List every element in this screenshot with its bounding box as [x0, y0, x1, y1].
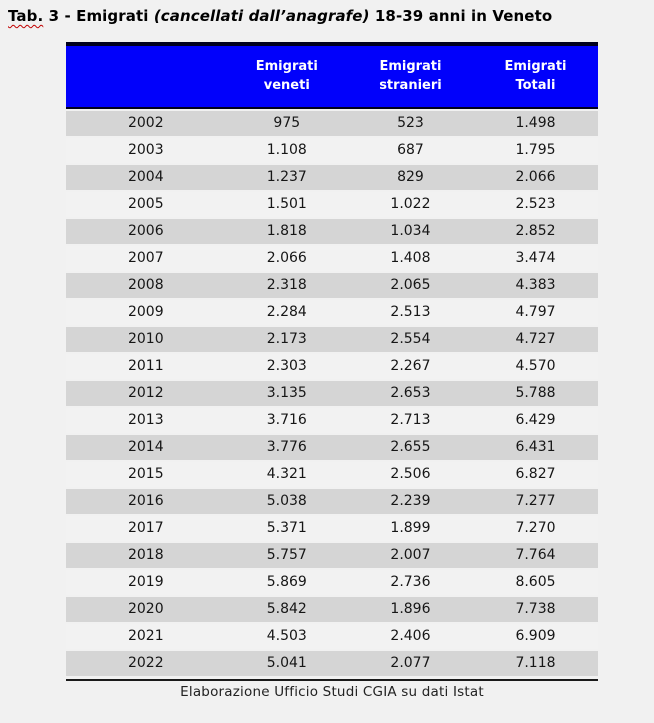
stranieri-cell: 1.896 — [348, 597, 473, 622]
totali-cell: 7.764 — [473, 543, 598, 568]
veneti-cell: 2.303 — [226, 354, 348, 379]
col-header-emigrati-veneti — [226, 42, 348, 109]
veneti-cell: 5.041 — [226, 651, 348, 676]
totali-cell: 6.431 — [473, 435, 598, 460]
totali-cell: 7.270 — [473, 516, 598, 541]
title-text-1: 3 - Emigrati — [43, 7, 154, 25]
stranieri-cell: 2.736 — [348, 570, 473, 595]
year-cell: 2021 — [66, 624, 226, 649]
table-row — [66, 597, 598, 622]
year-cell: 2014 — [66, 435, 226, 460]
year-cell: 2010 — [66, 327, 226, 352]
totali-cell: 1.498 — [473, 111, 598, 136]
table-row — [66, 651, 598, 676]
col-header-emigrati-totali — [473, 42, 598, 109]
table-row — [66, 489, 598, 514]
table-row — [66, 165, 598, 190]
table-row — [66, 273, 598, 298]
stranieri-cell: 2.239 — [348, 489, 473, 514]
totali-cell: 6.909 — [473, 624, 598, 649]
totali-cell: 7.738 — [473, 597, 598, 622]
veneti-cell: 3.135 — [226, 381, 348, 406]
table-title — [8, 7, 654, 25]
veneti-cell: 1.108 — [226, 138, 348, 163]
veneti-cell: 4.321 — [226, 462, 348, 487]
col-header-line: Totali — [515, 78, 556, 93]
year-cell: 2009 — [66, 300, 226, 325]
totali-cell: 7.118 — [473, 651, 598, 676]
veneti-cell: 5.038 — [226, 489, 348, 514]
emigrants-table — [66, 40, 598, 678]
veneti-cell: 1.237 — [226, 165, 348, 190]
year-cell: 2018 — [66, 543, 226, 568]
table-row — [66, 354, 598, 379]
veneti-cell: 5.757 — [226, 543, 348, 568]
veneti-cell: 2.173 — [226, 327, 348, 352]
veneti-cell: 1.818 — [226, 219, 348, 244]
year-cell: 2003 — [66, 138, 226, 163]
veneti-cell: 1.501 — [226, 192, 348, 217]
veneti-cell: 5.371 — [226, 516, 348, 541]
table-row — [66, 246, 598, 271]
table-row — [66, 219, 598, 244]
table-row — [66, 462, 598, 487]
stranieri-cell: 1.034 — [348, 219, 473, 244]
veneti-cell: 5.869 — [226, 570, 348, 595]
year-cell: 2012 — [66, 381, 226, 406]
stranieri-cell: 2.655 — [348, 435, 473, 460]
stranieri-cell: 2.713 — [348, 408, 473, 433]
veneti-cell: 3.776 — [226, 435, 348, 460]
totali-cell: 2.852 — [473, 219, 598, 244]
stranieri-cell: 1.899 — [348, 516, 473, 541]
table-header — [66, 42, 598, 109]
col-header-line: Emigrati — [379, 59, 442, 74]
totali-cell: 2.066 — [473, 165, 598, 190]
stranieri-cell: 2.506 — [348, 462, 473, 487]
table-body — [66, 111, 598, 676]
table-row — [66, 570, 598, 595]
veneti-cell: 3.716 — [226, 408, 348, 433]
document-page — [0, 7, 654, 700]
stranieri-cell: 687 — [348, 138, 473, 163]
year-cell: 2016 — [66, 489, 226, 514]
year-cell: 2006 — [66, 219, 226, 244]
totali-cell: 8.605 — [473, 570, 598, 595]
veneti-cell: 975 — [226, 111, 348, 136]
year-cell: 2022 — [66, 651, 226, 676]
totali-cell: 6.429 — [473, 408, 598, 433]
col-header-line: stranieri — [379, 78, 442, 93]
year-cell: 2015 — [66, 462, 226, 487]
veneti-cell: 2.318 — [226, 273, 348, 298]
totali-cell: 1.795 — [473, 138, 598, 163]
col-header-emigrati-stranieri — [348, 42, 473, 109]
table-row — [66, 138, 598, 163]
header-row — [66, 42, 598, 109]
year-cell: 2002 — [66, 111, 226, 136]
stranieri-cell: 2.267 — [348, 354, 473, 379]
table-row — [66, 300, 598, 325]
table-row — [66, 624, 598, 649]
stranieri-cell: 2.065 — [348, 273, 473, 298]
stranieri-cell: 2.653 — [348, 381, 473, 406]
stranieri-cell: 2.077 — [348, 651, 473, 676]
year-cell: 2019 — [66, 570, 226, 595]
year-cell: 2017 — [66, 516, 226, 541]
veneti-cell: 2.284 — [226, 300, 348, 325]
col-header-line: Emigrati — [255, 59, 318, 74]
totali-cell: 4.797 — [473, 300, 598, 325]
year-cell: 2004 — [66, 165, 226, 190]
table-row — [66, 327, 598, 352]
totali-cell: 6.827 — [473, 462, 598, 487]
source-note: Elaborazione Ufficio Studi CGIA su dati Istat — [180, 684, 484, 700]
table-row — [66, 192, 598, 217]
title-italic-text: (cancellati dall’anagrafe) — [153, 7, 370, 25]
totali-cell: 4.727 — [473, 327, 598, 352]
col-header-line: Emigrati — [504, 59, 567, 74]
totali-cell: 2.523 — [473, 192, 598, 217]
col-header-line: veneti — [263, 78, 310, 93]
year-cell: 2013 — [66, 408, 226, 433]
table-row — [66, 543, 598, 568]
title-misspelled-word: Tab. — [8, 7, 44, 25]
year-cell: 2007 — [66, 246, 226, 271]
veneti-cell: 5.842 — [226, 597, 348, 622]
totali-cell: 4.383 — [473, 273, 598, 298]
col-header-year — [66, 42, 226, 109]
stranieri-cell: 829 — [348, 165, 473, 190]
table-row — [66, 516, 598, 541]
stranieri-cell: 1.022 — [348, 192, 473, 217]
year-cell: 2005 — [66, 192, 226, 217]
year-cell: 2011 — [66, 354, 226, 379]
stranieri-cell: 2.554 — [348, 327, 473, 352]
totali-cell: 3.474 — [473, 246, 598, 271]
table-row — [66, 111, 598, 136]
veneti-cell: 2.066 — [226, 246, 348, 271]
veneti-cell: 4.503 — [226, 624, 348, 649]
emigrants-table-container — [66, 40, 598, 700]
totali-cell: 5.788 — [473, 381, 598, 406]
stranieri-cell: 2.513 — [348, 300, 473, 325]
table-row — [66, 408, 598, 433]
year-cell: 2008 — [66, 273, 226, 298]
title-text-2: 18-39 anni in Veneto — [369, 7, 553, 25]
stranieri-cell: 2.406 — [348, 624, 473, 649]
stranieri-cell: 2.007 — [348, 543, 473, 568]
totali-cell: 7.277 — [473, 489, 598, 514]
stranieri-cell: 1.408 — [348, 246, 473, 271]
year-cell: 2020 — [66, 597, 226, 622]
totali-cell: 4.570 — [473, 354, 598, 379]
table-row — [66, 435, 598, 460]
table-row — [66, 381, 598, 406]
stranieri-cell: 523 — [348, 111, 473, 136]
